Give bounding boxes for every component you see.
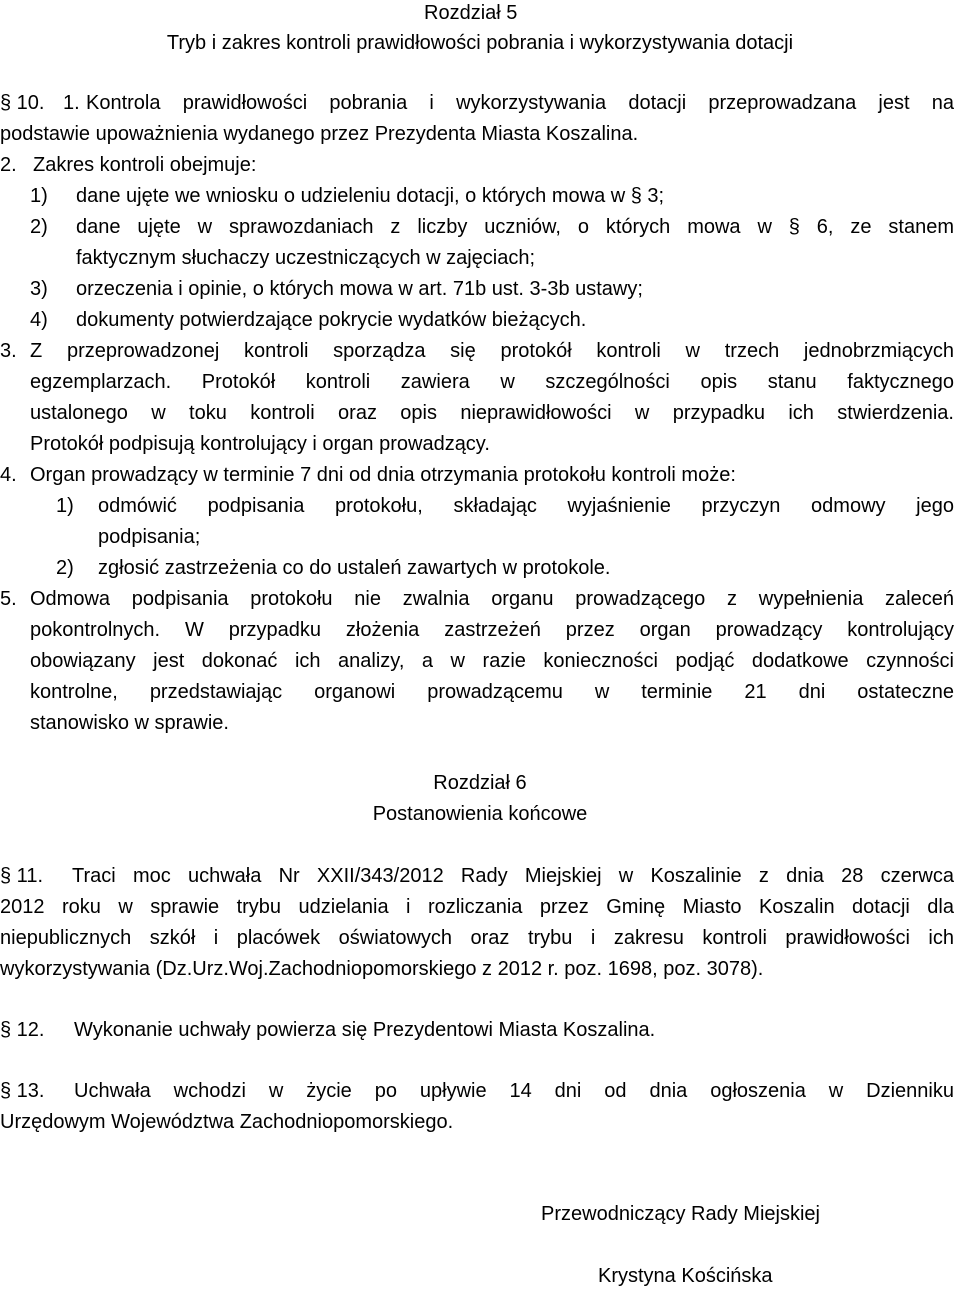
p10-3-line-4: Protokół podpisują kontrolujący i organ prowadzący. — [30, 433, 490, 455]
paragraph-10-mark: § 10. — [0, 92, 45, 114]
p10-5-line-4: kontrolne, przedstawiając organowi prowadzącemu w terminie 21 dni ostateczne — [30, 681, 954, 703]
paragraph-11-mark: § 11. — [0, 865, 43, 887]
p10-4-item-2-number: 2) — [56, 557, 74, 579]
p13-line-1: Uchwała wchodzi w życie po upływie 14 dni od dnia ogłoszenia w Dzienniku — [74, 1080, 954, 1102]
p10-1-number: 1. — [63, 92, 80, 114]
p10-4-item-2-text: zgłosić zastrzeżenia co do ustaleń zawartych w protokole. — [98, 557, 611, 579]
p10-2-item-1-text: dane ujęte we wniosku o udzieleniu dotacji, o których mowa w § 3; — [76, 185, 665, 207]
p10-5-line-5: stanowisko w sprawie. — [30, 712, 229, 734]
p10-5-number: 5. — [0, 588, 17, 610]
p10-2-item-4-number: 4) — [30, 309, 48, 331]
signature-role: Przewodniczący Rady Miejskiej — [541, 1203, 820, 1225]
p10-4-item-1-line-1: odmówić podpisania protokołu, składając wyjaśnienie przyczyn odmowy jego — [98, 495, 954, 517]
p10-5-line-3: obowiązany jest dokonać ich analizy, a w razie konieczności podjąć dodatkowe czynności — [30, 650, 954, 672]
p10-4-item-1-line-2: podpisania; — [98, 526, 201, 548]
p10-1-line-2: podstawie upoważnienia wydanego przez Prezydenta Miasta Koszalina. — [0, 123, 639, 145]
chapter-5-heading: Rozdział 5 — [424, 2, 518, 24]
p10-2-item-1-number: 1) — [30, 185, 48, 207]
p10-2-item-2-line-1: dane ujęte w sprawozdaniach z liczby uczniów, o których mowa w § 6, ze stanem — [76, 216, 954, 238]
paragraph-12-mark: § 12. — [0, 1019, 45, 1041]
p11-line-3: niepublicznych szkół i placówek oświatowych oraz trybu i zakresu kontroli prawidłowości ich — [0, 927, 954, 949]
p10-2-item-3-number: 3) — [30, 278, 48, 300]
p10-2-item-3-text: orzeczenia i opinie, o których mowa w art. 71b ust. 3-3b ustawy; — [76, 278, 643, 300]
p10-2-text: Zakres kontroli obejmuje: — [33, 154, 257, 176]
p10-4-text: Organ prowadzący w terminie 7 dni od dnia otrzymania protokołu kontroli może: — [30, 464, 736, 486]
p10-4-number: 4. — [0, 464, 17, 486]
p10-3-line-3: ustalonego w toku kontroli oraz opis nieprawidłowości w przypadku ich stwierdzenia. — [30, 402, 954, 424]
p12-text: Wykonanie uchwały powierza się Prezydentowi Miasta Koszalina. — [74, 1019, 656, 1041]
p10-5-line-1: Odmowa podpisania protokołu nie zwalnia organu prowadzącego z wypełnienia zaleceń — [30, 588, 954, 610]
p13-line-2: Urzędowym Województwa Zachodniopomorskiego. — [0, 1111, 454, 1133]
p11-line-1: Traci moc uchwała Nr XXII/343/2012 Rady Miejskiej w Koszalinie z dnia 28 czerwca — [72, 865, 954, 887]
p10-2-item-4-text: dokumenty potwierdzające pokrycie wydatków bieżących. — [76, 309, 587, 331]
p10-4-item-1-number: 1) — [56, 495, 74, 517]
p10-3-line-1: Z przeprowadzonej kontroli sporządza się protokół kontroli w trzech jednobrzmiących — [30, 340, 954, 362]
p10-3-line-2: egzemplarzach. Protokół kontroli zawiera w szczególności opis stanu faktycznego — [30, 371, 954, 393]
p10-2-number: 2. — [0, 154, 17, 176]
chapter-6-heading: Rozdział 6 — [433, 772, 527, 794]
p11-line-2: 2012 roku w sprawie trybu udzielania i rozliczania przez Gminę Miasto Koszalin dotacji dla — [0, 896, 954, 918]
p10-2-item-2-number: 2) — [30, 216, 48, 238]
p10-1-line-1: Kontrola prawidłowości pobrania i wykorzystywania dotacji przeprowadzana jest na — [86, 92, 954, 114]
paragraph-13-mark: § 13. — [0, 1080, 45, 1102]
chapter-6-title: Postanowienia końcowe — [372, 803, 588, 825]
p10-3-number: 3. — [0, 340, 17, 362]
signature-name: Krystyna Kościńska — [598, 1265, 773, 1287]
p10-2-item-2-line-2: faktycznym słuchaczy uczestniczących w zajęciach; — [76, 247, 536, 269]
p11-line-4: wykorzystywania (Dz.Urz.Woj.Zachodniopomorskiego z 2012 r. poz. 1698, poz. 3078). — [0, 958, 764, 980]
chapter-5-title: Tryb i zakres kontroli prawidłowości pobrania i wykorzystywania dotacji — [166, 32, 794, 54]
p10-5-line-2: pokontrolnych. W przypadku złożenia zastrzeżeń przez organ prowadzący kontrolujący — [30, 619, 954, 641]
